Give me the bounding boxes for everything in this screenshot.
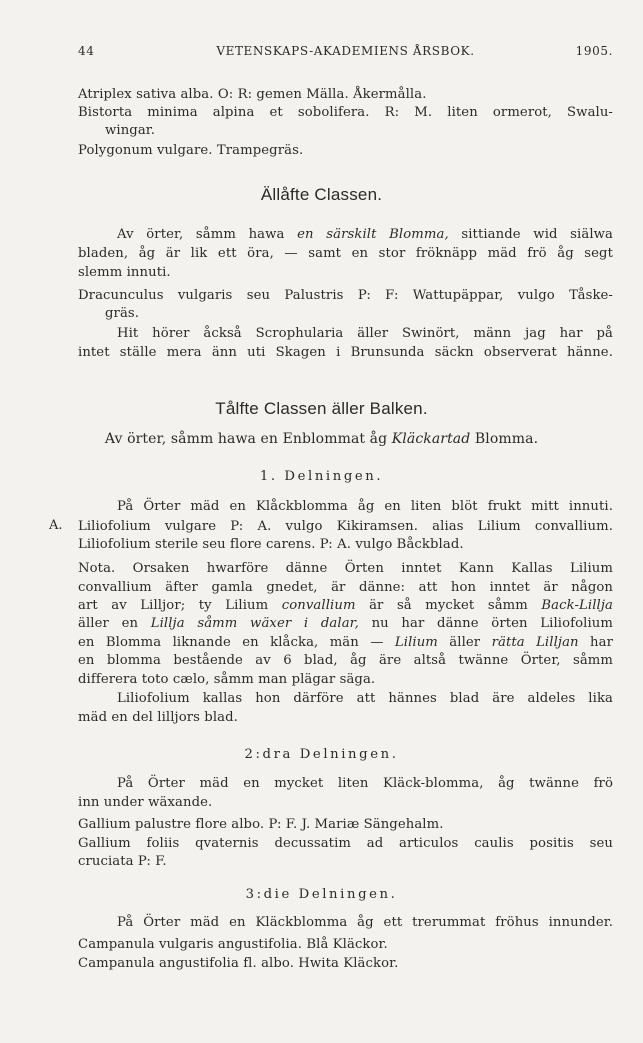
text-line: differera toto cælo, såmm man plägar säga.	[78, 672, 376, 687]
text-line: wingar.	[105, 123, 156, 138]
text-line: äller en Lillja såmm wäxer i dalar, nu har dänne örten Liliofolium	[78, 616, 613, 631]
margin-mark: A.	[49, 518, 63, 533]
text-line: Gallium foliis qvaternis decussatim ad articulos caulis positis seu	[78, 836, 613, 851]
text-line: Gallium palustre flore albo. P: F. J. Mariæ Sängehalm.	[78, 817, 444, 832]
text-line: intet ställe mera änn uti Skagen i Brunsunda säckn observerat hänne.	[78, 345, 613, 360]
text-line: art av Lilljor; ty Lilium convallium är så mycket såmm Back-Lillja	[78, 598, 613, 613]
text-line: inn under wäxande.	[78, 795, 213, 810]
page-number: 44	[78, 44, 95, 58]
text-line: gräs.	[105, 306, 140, 321]
text-line: Hit hörer åckså Scrophularia äller Swinört, männ jag har på	[117, 326, 613, 341]
text-line: Liliofolium vulgare P: A. vulgo Kikiramsen. alias Lilium convallium.	[78, 519, 613, 534]
text-line: Campanula vulgaris angustifolia. Blå Kläckor.	[78, 937, 388, 952]
text-line: Liliofolium sterile seu flore carens. P: A. vulgo Båckblad.	[78, 537, 464, 552]
text-line: På Örter mäd en Kläckblomma åg ett trerummat fröhus innunder.	[117, 915, 613, 930]
text-line: Liliofolium kallas hon därföre att hännes blad äre aldeles lika	[117, 691, 613, 706]
text-line: Polygonum vulgare. Trampegräs.	[78, 143, 304, 158]
section-intro: Av örter, såmm hawa en Enblommat åg Kläckartad Blomma.	[104, 431, 539, 447]
text-line: mäd en del lilljors blad.	[78, 710, 238, 725]
section-heading-12: Tålfte Classen äller Balken.	[215, 399, 428, 418]
text-line: Av örter, såmm hawa en särskilt Blomma, sittiande wid siälwa	[117, 227, 614, 242]
text-line: Campanula angustifolia fl. albo. Hwita Kläckor.	[78, 956, 399, 971]
text-line: en blomma bestående av 6 blad, åg äre altså twänne Örter, såmm	[78, 653, 613, 668]
text-line: slemm innuti.	[78, 265, 171, 280]
division-heading-3: 3:die Delningen.	[245, 887, 398, 902]
text-line: Atriplex sativa alba. O: R: gemen Mälla. Åkermålla.	[78, 87, 427, 102]
text-line: På Örter mäd en mycket liten Kläck-blomma, åg twänne frö	[117, 776, 613, 791]
text-line: bladen, åg är lik ett öra, — samt en stor fröknäpp mäd frö åg segt	[78, 246, 613, 261]
division-heading-1: 1. Delningen.	[259, 469, 384, 484]
header-year: 1905.	[575, 44, 613, 58]
text-line: en Blomma liknande en klåcka, män — Lilium äller rätta Lilljan har	[78, 635, 613, 650]
text-line: convallium äfter gamla gnedet, är dänne: att hon inntet är någon	[78, 580, 613, 595]
text-line: cruciata P: F.	[78, 854, 167, 869]
text-line: Nota. Orsaken hwarföre dänne Örten inntet Kann Kallas Lilium	[78, 561, 613, 576]
text-line: Bistorta minima alpina et sobolifera. R: M. liten ormerot, Swalu-	[78, 105, 613, 120]
text-line: Dracunculus vulgaris seu Palustris P: F: Wattupäppar, vulgo Tåske-	[78, 288, 613, 303]
text-line: På Örter mäd en Klåckblomma åg en liten blöt frukt mitt innuti.	[117, 499, 613, 514]
section-heading-11: Ällåfte Classen.	[260, 185, 383, 204]
division-heading-2: 2:dra Delningen.	[244, 747, 399, 762]
running-title: VETENSKAPS-AKADEMIENS ÅRSBOK.	[216, 44, 475, 58]
